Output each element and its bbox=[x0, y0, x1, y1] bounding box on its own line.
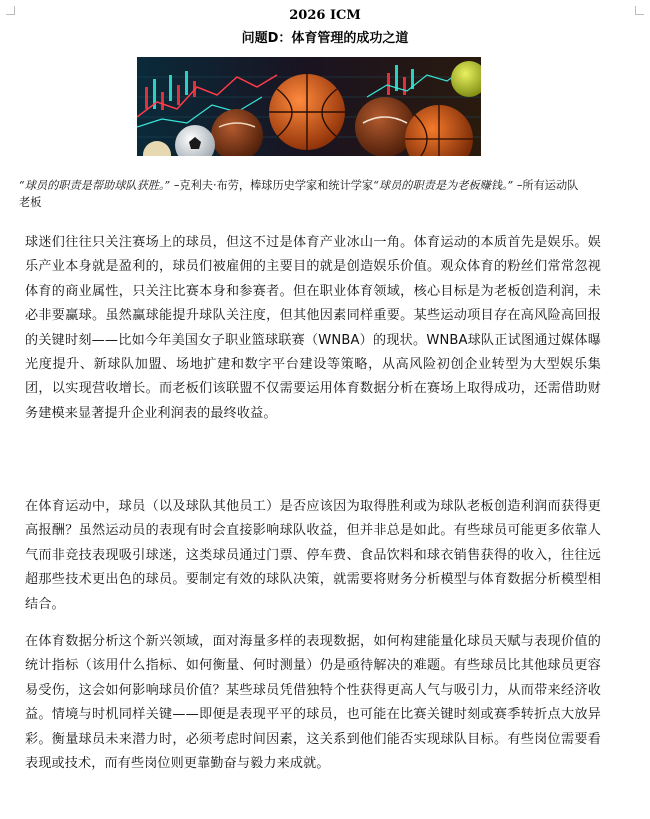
quote-1: “球员的职责是帮助球队获胜。” bbox=[19, 179, 171, 192]
body-paragraph-1: 球迷们往往只关注赛场上的球员，但这不过是体育产业冰山一角。体育运动的本质首先是娱乐。娱乐产业本身就是盈利的，球员们被雇佣的主要目的就是创造娱乐价值。观众体育的粉丝们常常忽视体育的商业属性，只关注比赛本身和参赛者。但在职业体育领域，核心目标是为老板创造利润，未必非要赢球。虽然赢球能提升球队关注度，但其他因素同样重要。某些运动项目存在高风险高回报的关键时刻——比如今年美国女子职业篮球联赛（WNBA）的现状。WNBA球队正试图通过媒体曝光度提升、新球队加盟、场地扩建和数字平台建设等策略，从高风险初创企业转型为大型娱乐集团，以实现营收增长。而老板们该联盟不仅需要运用体育数据分析在赛场上取得成功，还需借助财务建模来显著提升企业利润表的最终收益。 bbox=[25, 235, 601, 421]
problem-title: 问题D：体育管理的成功之道 bbox=[241, 31, 409, 46]
epigraph bbox=[19, 177, 579, 211]
banner-image bbox=[137, 57, 481, 156]
body-paragraph-3: 在体育数据分析这个新兴领域，面对海量多样的表现数据，如何构建能量化球员天赋与表现价值的统计指标（该用什么指标、如何衡量、何时测量）仍是亟待解决的难题。有些球员比其他球员更容易受伤，这会如何影响球员价值？某些球员凭借独特个性获得更高人气与吸引力，从而带来经济收益。情境与时机同样关键——即便是表现平平的球员，也可能在比赛关键时刻或赛季转折点大放异彩。衡量球员未来潜力时，必须考虑时间因素，这关系到他们能否实现球队目标。有些岗位需要看表现或技术，而有些岗位则更靠勤奋与毅力来成就。 bbox=[25, 634, 601, 772]
competition-title: 2026 ICM bbox=[289, 8, 361, 23]
quote-2-attribution: –所有运动队老板 bbox=[19, 179, 579, 209]
body-paragraph-2: 在体育运动中，球员（以及球队其他员工）是否应该因为取得胜利或为球队老板创造利润而获得更高报酬？虽然运动员的表现有时会直接影响球队收益，但并非总是如此。有些球员可能更多依靠人气而非竞技表现吸引球迷，这类球员通过门票、停车费、食品饮料和球衣销售获得的收入，往往远超那些技术更出色的球员。要制定有效的球队决策，就需要将财务分析模型与体育数据分析模型相结合。 bbox=[25, 499, 601, 612]
quote-2: “球员的职责是为老板赚钱。” bbox=[373, 179, 514, 192]
quote-1-attribution: –克利夫·布劳，棒球历史学家和统计学家 bbox=[170, 179, 374, 192]
